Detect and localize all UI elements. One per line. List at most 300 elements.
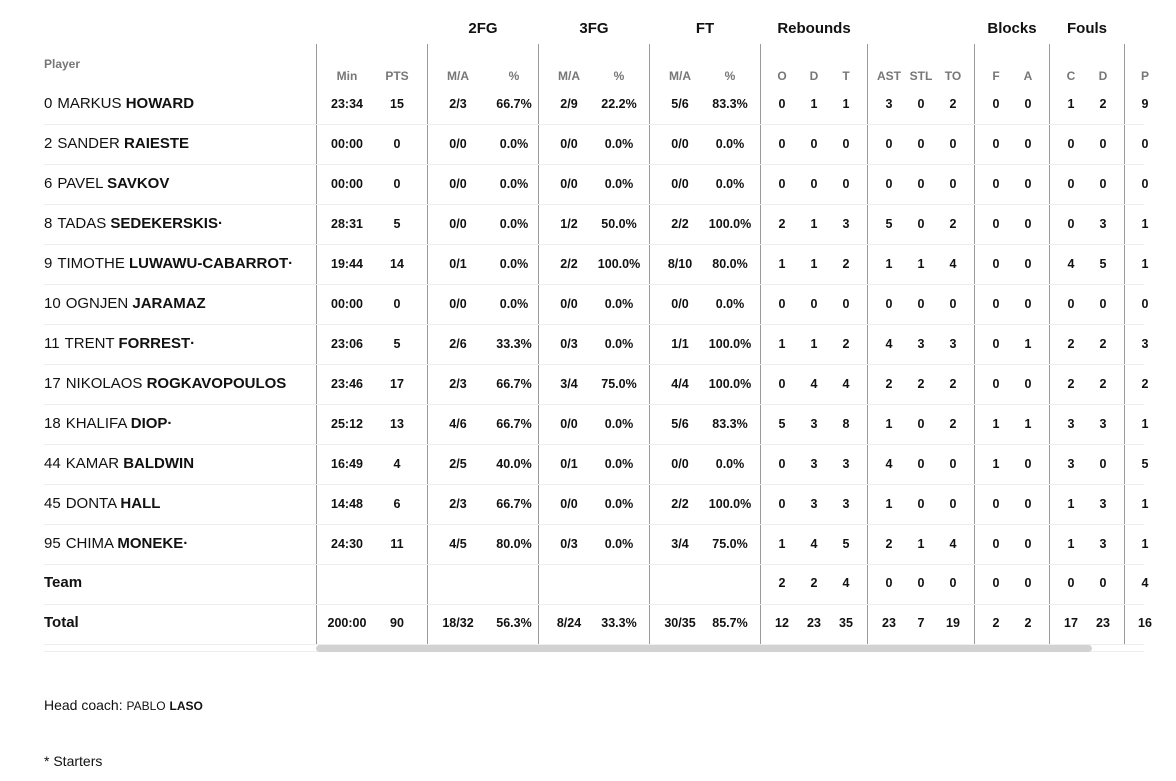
player-row-stat: 9 xyxy=(1141,97,1149,111)
player-row-stat: 0 xyxy=(917,297,925,311)
player-row-stat: 0 xyxy=(949,297,957,311)
player-row-stat: 1 xyxy=(810,337,818,351)
player-row-stat: 0/3 xyxy=(560,337,578,351)
player-row-stat: 0 xyxy=(1024,377,1032,391)
row-divider xyxy=(44,244,1144,245)
player-row-stat: 0/0 xyxy=(560,417,578,431)
player-row-stat: 0.0% xyxy=(715,297,745,311)
player-row-stat: 0 xyxy=(992,217,1000,231)
player-row-stat: 24:30 xyxy=(331,537,363,551)
player-row-stat: 75.0% xyxy=(601,377,637,391)
player-row-stat: 28:31 xyxy=(331,217,363,231)
player-row-stat: 5/6 xyxy=(671,417,689,431)
player-row-stat: 2 xyxy=(842,257,850,271)
player-row-stat: 4 xyxy=(885,457,893,471)
player-row-stat: 2 xyxy=(949,417,957,431)
player-row-stat: 2/3 xyxy=(449,377,467,391)
column-header: A xyxy=(1023,69,1033,83)
player-row-stat: 3 xyxy=(842,497,850,511)
player-row-stat: 0 xyxy=(1141,137,1149,151)
player-row-stat: 0/1 xyxy=(560,457,578,471)
row-divider xyxy=(44,324,1144,325)
total-row-stat: 23 xyxy=(807,616,821,630)
player-row-stat: 66.7% xyxy=(496,497,532,511)
player-row-stat: 2 xyxy=(1099,337,1107,351)
player-row-stat: 1 xyxy=(1024,417,1032,431)
player-row-stat: 4 xyxy=(949,537,957,551)
player-row-stat: 8 xyxy=(842,417,850,431)
player-row-stat: 0.0% xyxy=(499,217,529,231)
horizontal-scrollbar[interactable] xyxy=(316,645,1092,652)
player-number: 8 xyxy=(44,215,53,232)
player-row-stat: 0 xyxy=(992,497,1000,511)
player-row-stat: 0.0% xyxy=(604,177,634,191)
head-coach-line xyxy=(44,697,203,713)
player-row-stat: 0.0% xyxy=(715,137,745,151)
player-row-stat: 0 xyxy=(917,137,925,151)
player-row-stat: 2 xyxy=(885,377,893,391)
player-row-stat: 0.0% xyxy=(715,457,745,471)
player-row-stat: 0/0 xyxy=(560,297,578,311)
column-header: M/A xyxy=(669,69,691,83)
player-row-stat: 1 xyxy=(1141,537,1149,551)
player-row-stat: 0 xyxy=(949,497,957,511)
player-first-name: SANDER xyxy=(57,135,120,152)
team-row-stat: 4 xyxy=(1141,576,1149,590)
player-column-header: Player xyxy=(44,57,81,71)
player-row-stat: 0 xyxy=(1099,457,1107,471)
row-divider xyxy=(44,604,1144,605)
player-row-stat: 0/0 xyxy=(671,137,689,151)
total-row-stat: 200:00 xyxy=(327,616,367,630)
player-name[interactable] xyxy=(44,124,189,164)
total-row-stat: 2 xyxy=(992,616,1000,630)
player-row-stat: 0 xyxy=(778,97,786,111)
player-row-stat: 2 xyxy=(885,537,893,551)
player-number: 44 xyxy=(44,455,61,472)
player-row-stat: 5 xyxy=(393,217,401,231)
player-row-stat: 4 xyxy=(810,537,818,551)
player-row-stat: 1 xyxy=(810,217,818,231)
player-row-stat: 0 xyxy=(1024,257,1032,271)
team-row-stat: 0 xyxy=(992,576,1000,590)
player-number: 10 xyxy=(44,295,61,312)
team-row-stat: 0 xyxy=(917,576,925,590)
box-score-table xyxy=(44,0,1152,660)
total-row-stat: 33.3% xyxy=(601,616,637,630)
player-row-stat: 0 xyxy=(1024,217,1032,231)
player-row-stat: 2/2 xyxy=(671,497,689,511)
player-row-stat: 00:00 xyxy=(331,177,363,191)
player-row-stat: 3 xyxy=(917,337,925,351)
player-row-stat: 2 xyxy=(1099,97,1107,111)
player-row-stat: 83.3% xyxy=(712,417,748,431)
player-last-name: FORREST xyxy=(118,335,191,352)
column-header: M/A xyxy=(447,69,469,83)
player-row-stat: 14:48 xyxy=(331,497,363,511)
player-row-stat: 0 xyxy=(1024,177,1032,191)
player-row-stat: 23:06 xyxy=(331,337,363,351)
player-row-stat: 0/0 xyxy=(671,297,689,311)
player-row-stat: 0 xyxy=(778,377,786,391)
player-row-stat: 0 xyxy=(842,177,850,191)
player-row-stat: 23:34 xyxy=(331,97,363,111)
player-row-stat: 1 xyxy=(917,257,925,271)
player-last-name: JARAMAZ xyxy=(132,295,206,312)
column-header: O xyxy=(777,69,787,83)
player-number: 6 xyxy=(44,175,53,192)
column-header: % xyxy=(613,69,625,83)
player-row-stat: 3 xyxy=(842,217,850,231)
player-row-stat: 1 xyxy=(778,537,786,551)
player-row-stat: 8/10 xyxy=(667,257,693,271)
player-row-stat: 0 xyxy=(1024,537,1032,551)
player-last-name: RAIESTE xyxy=(124,135,190,152)
player-name[interactable] xyxy=(44,244,293,284)
player-first-name: TRENT xyxy=(64,335,115,352)
player-row-stat: 0.0% xyxy=(604,137,634,151)
player-row-stat: 0/0 xyxy=(560,497,578,511)
group-header-blk: Blocks xyxy=(987,20,1037,37)
player-first-name: PAVEL xyxy=(57,175,103,192)
player-row-stat: 66.7% xyxy=(496,97,532,111)
player-row-stat: 0 xyxy=(778,297,786,311)
player-row-stat: 0.0% xyxy=(499,177,529,191)
total-row-stat: 17 xyxy=(1064,616,1078,630)
starter-marker: · xyxy=(288,255,294,272)
team-row-stat xyxy=(428,563,488,603)
row-divider xyxy=(44,164,1144,165)
player-row-stat: 13 xyxy=(390,417,404,431)
player-row-stat: 4 xyxy=(1067,257,1075,271)
stats-scroll-area[interactable] xyxy=(316,0,1152,660)
player-row-stat: 0.0% xyxy=(604,457,634,471)
row-divider xyxy=(44,564,1144,565)
player-row-stat: 0 xyxy=(393,137,401,151)
player-row-stat: 0 xyxy=(778,457,786,471)
column-header: M/A xyxy=(558,69,580,83)
total-row-stat: 23 xyxy=(882,616,896,630)
column-header: PTS xyxy=(385,69,409,83)
team-row-label: Team xyxy=(44,574,83,591)
column-header: STL xyxy=(909,69,933,83)
player-row-stat: 3 xyxy=(949,337,957,351)
player-row-stat: 0.0% xyxy=(604,537,634,551)
column-header: Min xyxy=(336,69,358,83)
player-row-stat: 2/2 xyxy=(671,217,689,231)
player-row-stat: 1 xyxy=(810,97,818,111)
team-row-stat: 0 xyxy=(1024,576,1032,590)
player-name[interactable] xyxy=(44,444,194,484)
player-row-stat: 80.0% xyxy=(712,257,748,271)
player-row-stat: 0 xyxy=(885,177,893,191)
player-row-stat: 3 xyxy=(1099,417,1107,431)
player-row-stat: 0.0% xyxy=(499,257,529,271)
player-row-stat: 22.2% xyxy=(601,97,637,111)
player-row-stat: 0 xyxy=(917,457,925,471)
player-row-stat: 1 xyxy=(992,417,1000,431)
player-name[interactable] xyxy=(44,364,286,404)
player-row-stat: 16:49 xyxy=(331,457,363,471)
player-row-stat: 0 xyxy=(992,377,1000,391)
player-name[interactable] xyxy=(44,204,223,244)
player-row-stat: 100.0% xyxy=(708,377,752,391)
row-divider xyxy=(44,364,1144,365)
player-row-stat: 2 xyxy=(1067,337,1075,351)
player-last-name: HOWARD xyxy=(125,95,195,112)
team-row-stat xyxy=(589,563,649,603)
player-row-stat: 0 xyxy=(1024,97,1032,111)
player-row-stat: 0 xyxy=(885,137,893,151)
player-row-stat: 0.0% xyxy=(604,337,634,351)
player-row-stat: 2/2 xyxy=(560,257,578,271)
player-row-stat: 0 xyxy=(1067,177,1075,191)
player-row-stat: 0 xyxy=(917,497,925,511)
player-first-name: TIMOTHE xyxy=(57,255,125,272)
team-row-stat: 0 xyxy=(1099,576,1107,590)
player-row-stat: 1/1 xyxy=(671,337,689,351)
player-row-stat: 0.0% xyxy=(499,137,529,151)
player-last-name: SAVKOV xyxy=(107,175,170,192)
player-row-stat: 0 xyxy=(992,137,1000,151)
player-row-stat: 2 xyxy=(917,377,925,391)
player-row-stat: 0 xyxy=(917,97,925,111)
player-row-stat: 3 xyxy=(1067,457,1075,471)
player-row-stat: 0 xyxy=(1067,217,1075,231)
player-row-stat: 0/0 xyxy=(560,137,578,151)
team-row-stat: 0 xyxy=(949,576,957,590)
player-row-stat: 1/2 xyxy=(560,217,578,231)
player-row-stat: 0 xyxy=(810,137,818,151)
player-row-stat: 83.3% xyxy=(712,97,748,111)
total-row-stat: 35 xyxy=(839,616,853,630)
player-row-stat: 0 xyxy=(1141,297,1149,311)
player-row-stat: 11 xyxy=(390,537,404,551)
player-number: 45 xyxy=(44,495,61,512)
team-row-stat: 2 xyxy=(778,576,786,590)
total-row-stat: 8/24 xyxy=(556,616,582,630)
head-coach-last-name: LASO xyxy=(169,699,203,713)
player-row-stat: 0/1 xyxy=(449,257,467,271)
player-number: 18 xyxy=(44,415,61,432)
player-row-stat: 0 xyxy=(1067,137,1075,151)
player-row-stat: 0 xyxy=(992,257,1000,271)
player-first-name: KHALIFA xyxy=(65,415,127,432)
player-last-name: HALL xyxy=(120,495,161,512)
player-last-name: ROGKAVOPOULOS xyxy=(146,375,287,392)
player-name[interactable] xyxy=(44,324,195,364)
player-first-name: NIKOLAOS xyxy=(65,375,143,392)
player-row-stat: 0 xyxy=(778,497,786,511)
group-header-ft: FT xyxy=(695,20,715,37)
player-row-stat: 2 xyxy=(949,217,957,231)
player-row-stat: 5 xyxy=(778,417,786,431)
player-first-name: KAMAR xyxy=(65,455,120,472)
total-row-stat: 56.3% xyxy=(496,616,532,630)
player-row-stat: 1 xyxy=(917,537,925,551)
total-row-stat: 16 xyxy=(1138,616,1152,630)
player-name[interactable] xyxy=(44,84,194,124)
column-header: AST xyxy=(877,69,901,83)
player-row-stat: 1 xyxy=(885,417,893,431)
player-last-name: SEDEKERSKIS xyxy=(110,215,218,232)
head-coach-first-name: PABLO xyxy=(126,699,166,713)
player-row-stat: 3/4 xyxy=(671,537,689,551)
player-row-stat: 2/5 xyxy=(449,457,467,471)
total-row-label: Total xyxy=(44,614,79,631)
player-row-stat: 66.7% xyxy=(496,417,532,431)
player-row-stat: 19:44 xyxy=(331,257,363,271)
player-name[interactable] xyxy=(44,284,206,324)
player-row-stat: 0 xyxy=(992,537,1000,551)
player-row-stat: 100.0% xyxy=(708,497,752,511)
player-row-stat: 4 xyxy=(810,377,818,391)
player-row-stat: 0/0 xyxy=(449,217,467,231)
total-row-stat: 12 xyxy=(775,616,789,630)
player-row-stat: 100.0% xyxy=(708,337,752,351)
player-row-stat: 5 xyxy=(393,337,401,351)
player-row-stat: 0.0% xyxy=(604,497,634,511)
row-divider xyxy=(44,524,1144,525)
player-row-stat: 2/3 xyxy=(449,497,467,511)
team-row-stat xyxy=(367,563,427,603)
column-header: F xyxy=(992,69,1000,83)
player-row-stat: 3 xyxy=(1099,537,1107,551)
player-name[interactable] xyxy=(44,524,188,564)
team-row-stat xyxy=(700,563,760,603)
player-row-stat: 0 xyxy=(1024,457,1032,471)
player-first-name: CHIMA xyxy=(65,535,114,552)
player-name[interactable] xyxy=(44,164,169,204)
player-row-stat: 0 xyxy=(949,137,957,151)
player-row-stat: 0 xyxy=(992,97,1000,111)
player-row-stat: 2 xyxy=(778,217,786,231)
player-row-stat: 0 xyxy=(917,217,925,231)
player-row-stat: 0 xyxy=(842,137,850,151)
player-row-stat: 0 xyxy=(992,337,1000,351)
column-header: TO xyxy=(944,69,962,83)
player-row-stat: 3 xyxy=(885,97,893,111)
player-row-stat: 4 xyxy=(393,457,401,471)
player-row-stat: 2 xyxy=(842,337,850,351)
player-row-stat: 2 xyxy=(1141,377,1149,391)
player-row-stat: 4 xyxy=(885,337,893,351)
player-row-stat: 1 xyxy=(1141,497,1149,511)
team-row-stat: 0 xyxy=(885,576,893,590)
player-row-stat: 2/3 xyxy=(449,97,467,111)
column-header: C xyxy=(1066,69,1076,83)
player-row-stat: 1 xyxy=(885,497,893,511)
starters-footnote: * Starters xyxy=(44,753,103,769)
player-first-name: OGNJEN xyxy=(65,295,129,312)
player-row-stat: 4 xyxy=(842,377,850,391)
total-row-stat: 2 xyxy=(1024,616,1032,630)
player-row-stat: 75.0% xyxy=(712,537,748,551)
player-row-stat: 40.0% xyxy=(496,457,532,471)
row-divider xyxy=(44,204,1144,205)
player-last-name: LUWAWU-CABARROT xyxy=(129,255,289,272)
player-row-stat: 2 xyxy=(949,377,957,391)
player-row-stat: 100.0% xyxy=(708,217,752,231)
player-row-stat: 0 xyxy=(778,137,786,151)
player-row-stat: 4/6 xyxy=(449,417,467,431)
total-row-stat: 19 xyxy=(946,616,960,630)
player-row-stat: 5 xyxy=(1141,457,1149,471)
player-row-stat: 0 xyxy=(842,297,850,311)
group-header-reb: Rebounds xyxy=(777,20,851,37)
total-row-stat: 18/32 xyxy=(442,616,474,630)
player-row-stat: 15 xyxy=(390,97,404,111)
player-row-stat: 0 xyxy=(949,457,957,471)
player-row-stat: 1 xyxy=(778,337,786,351)
player-first-name: DONTA xyxy=(65,495,117,512)
player-row-stat: 0 xyxy=(917,417,925,431)
team-row-stat: 2 xyxy=(810,576,818,590)
player-row-stat: 0.0% xyxy=(715,177,745,191)
player-row-stat: 0 xyxy=(1024,297,1032,311)
player-row-stat: 1 xyxy=(992,457,1000,471)
player-row-stat: 0 xyxy=(949,177,957,191)
player-name[interactable] xyxy=(44,404,172,444)
player-name[interactable] xyxy=(44,484,160,524)
player-row-stat: 0 xyxy=(810,297,818,311)
team-row-stat: 0 xyxy=(1067,576,1075,590)
player-row-stat: 0 xyxy=(1099,297,1107,311)
player-row-stat: 2/9 xyxy=(560,97,578,111)
player-row-stat: 0/0 xyxy=(449,177,467,191)
total-row-stat: 7 xyxy=(917,616,925,630)
player-row-stat: 0 xyxy=(1099,177,1107,191)
player-row-stat: 2 xyxy=(949,97,957,111)
starter-marker: · xyxy=(217,215,223,232)
player-row-stat: 1 xyxy=(810,257,818,271)
player-row-stat: 3 xyxy=(810,497,818,511)
column-header: % xyxy=(724,69,736,83)
player-row-stat: 00:00 xyxy=(331,297,363,311)
player-row-stat: 3/4 xyxy=(560,377,578,391)
player-row-stat: 0 xyxy=(917,177,925,191)
player-row-stat: 5/6 xyxy=(671,97,689,111)
player-row-stat: 17 xyxy=(390,377,404,391)
player-row-stat: 1 xyxy=(1141,217,1149,231)
player-row-stat: 5 xyxy=(1099,257,1107,271)
column-header: D xyxy=(809,69,819,83)
player-row-stat: 3 xyxy=(810,417,818,431)
player-row-stat: 0 xyxy=(1024,497,1032,511)
player-row-stat: 4 xyxy=(949,257,957,271)
column-header: % xyxy=(508,69,520,83)
player-row-stat: 25:12 xyxy=(331,417,363,431)
player-row-stat: 1 xyxy=(885,257,893,271)
starter-marker: · xyxy=(183,535,189,552)
player-number: 2 xyxy=(44,135,53,152)
group-header-2fg: 2FG xyxy=(468,20,498,37)
player-number: 9 xyxy=(44,255,53,272)
player-row-stat: 0 xyxy=(992,297,1000,311)
player-row-stat: 0 xyxy=(778,177,786,191)
group-header-fls: Fouls xyxy=(1067,20,1107,37)
player-row-stat: 0 xyxy=(393,177,401,191)
player-row-stat: 0 xyxy=(1067,297,1075,311)
player-first-name: MARKUS xyxy=(57,95,122,112)
player-row-stat: 0 xyxy=(992,177,1000,191)
player-row-stat: 66.7% xyxy=(496,377,532,391)
player-row-stat: 2 xyxy=(1067,377,1075,391)
player-last-name: DIOP xyxy=(130,415,168,432)
player-row-stat: 0/0 xyxy=(671,177,689,191)
row-divider xyxy=(44,124,1144,125)
total-row-stat: 90 xyxy=(390,616,404,630)
